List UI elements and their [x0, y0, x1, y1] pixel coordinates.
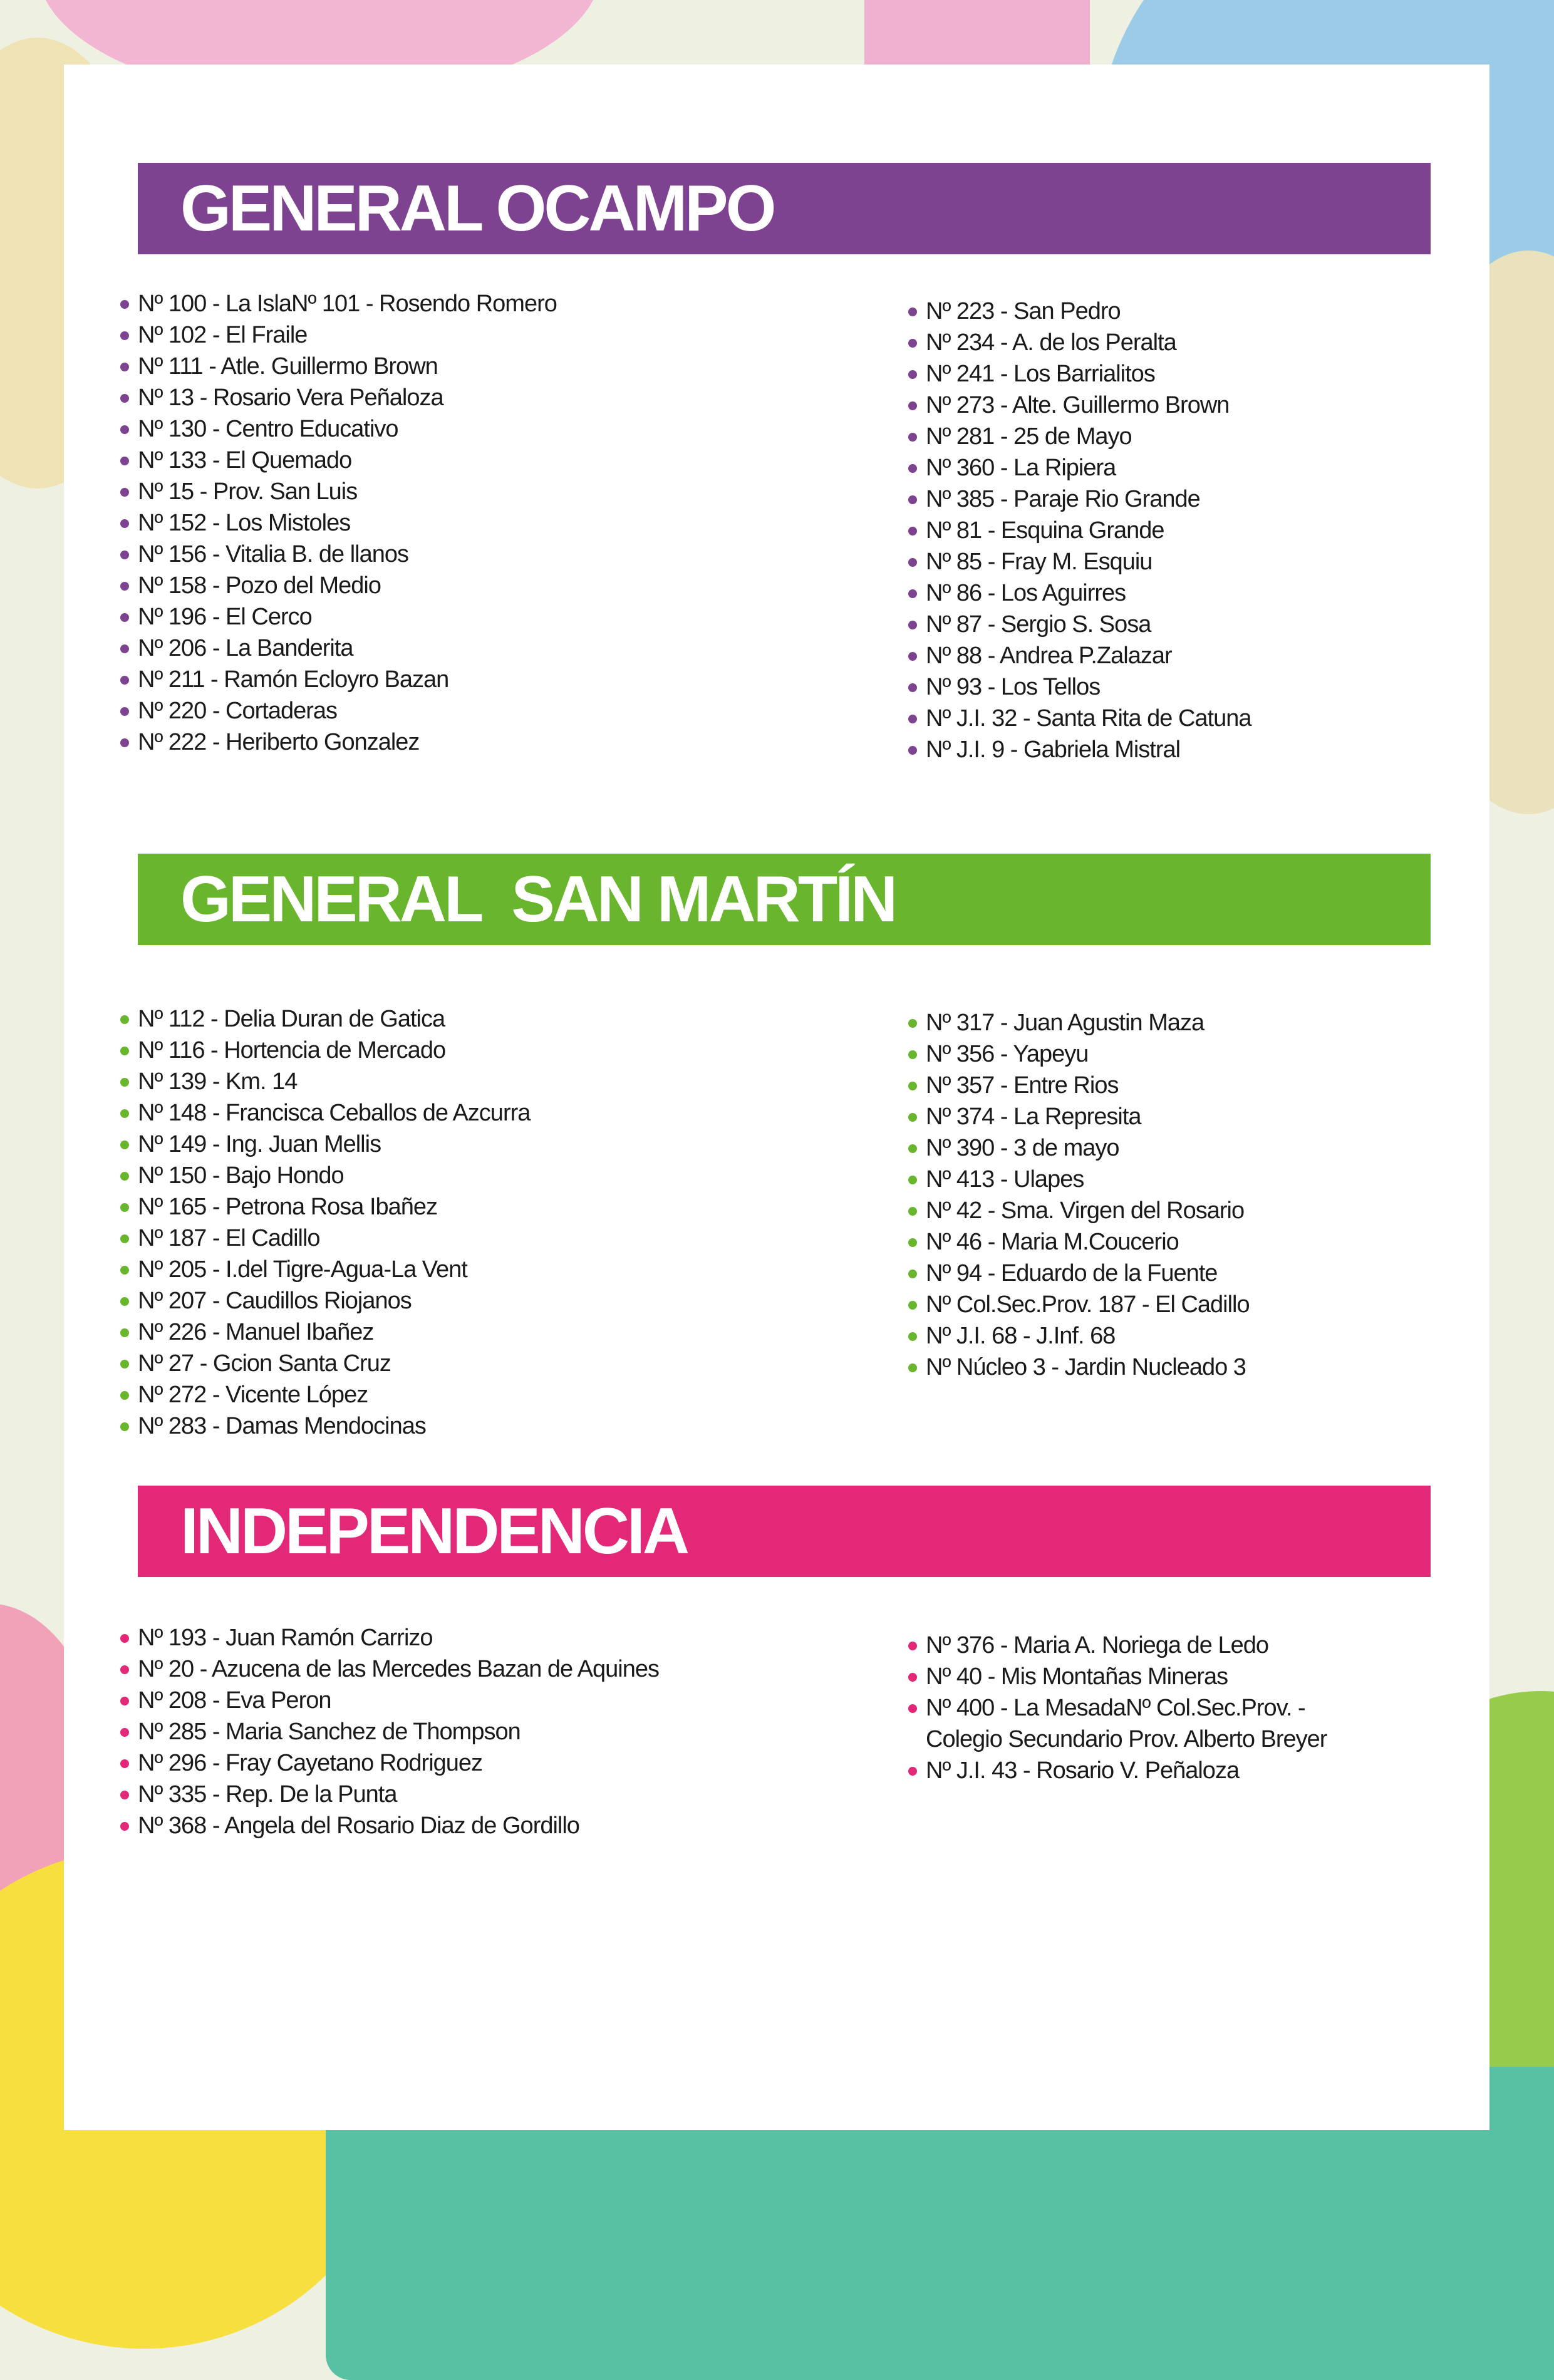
- bullet-icon: [908, 433, 917, 442]
- school-name: Nº J.I. 9 - Gabriela Mistral: [926, 737, 1181, 763]
- school-name: Nº 40 - Mis Montañas Mineras: [926, 1663, 1228, 1690]
- school-name: Nº 283 - Damas Mendocinas: [138, 1413, 426, 1439]
- school-name: Nº 335 - Rep. De la Punta: [138, 1781, 397, 1808]
- bullet-icon: [908, 339, 917, 348]
- school-name: Nº 234 - A. de los Peralta: [926, 329, 1176, 356]
- school-name: Nº 100 - La IslaNº 101 - Rosendo Romero: [138, 291, 557, 317]
- school-name: Nº 241 - Los Barrialitos: [926, 361, 1155, 387]
- bullet-icon: [120, 1297, 129, 1306]
- school-name: Nº 226 - Manuel Ibañez: [138, 1319, 374, 1345]
- section-header-general-san-martin: [138, 854, 1431, 945]
- bullet-icon: [120, 1266, 129, 1275]
- school-name: Nº 196 - El Cerco: [138, 604, 312, 630]
- school-name: Nº 413 - Ulapes: [926, 1166, 1084, 1193]
- school-name: Nº 139 - Km. 14: [138, 1068, 298, 1095]
- list-item: [120, 1035, 530, 1066]
- school-list-independencia-left: [120, 1622, 659, 1841]
- list-item: [908, 546, 1251, 577]
- bullet-icon: [120, 707, 129, 716]
- list-item: [908, 421, 1251, 452]
- bullet-icon: [120, 1728, 129, 1737]
- bullet-icon: [908, 683, 917, 692]
- list-item: [120, 539, 557, 570]
- school-name: Nº J.I. 43 - Rosario V. Peñaloza: [926, 1757, 1240, 1784]
- list-item: [908, 640, 1251, 671]
- school-name: Nº 85 - Fray M. Esquiu: [926, 549, 1153, 575]
- bullet-icon: [908, 652, 917, 661]
- list-item: [908, 1195, 1250, 1226]
- bullet-icon: [908, 527, 917, 536]
- school-name: Nº 206 - La Banderita: [138, 635, 353, 661]
- school-name: Nº 385 - Paraje Rio Grande: [926, 486, 1200, 512]
- bullet-icon: [908, 589, 917, 598]
- list-item: [908, 484, 1251, 515]
- bullet-icon: [908, 1113, 917, 1122]
- school-name: Nº 165 - Petrona Rosa Ibañez: [138, 1194, 438, 1220]
- section-title: GENERAL SAN MARTÍN: [180, 862, 896, 936]
- bullet-icon: [908, 1082, 917, 1090]
- school-name: Nº 88 - Andrea P.Zalazar: [926, 643, 1172, 669]
- school-name: Nº 356 - Yapeyu: [926, 1041, 1089, 1067]
- school-name: Nº 296 - Fray Cayetano Rodriguez: [138, 1750, 483, 1776]
- bullet-icon: [120, 1360, 129, 1368]
- list-item: [120, 1129, 530, 1160]
- bullet-icon: [908, 1144, 917, 1153]
- school-name: Nº 390 - 3 de mayo: [926, 1135, 1119, 1161]
- list-item: [120, 1653, 659, 1685]
- school-name: Nº 400 - La MesadaNº Col.Sec.Prov. -: [926, 1695, 1305, 1721]
- school-name: Nº J.I. 32 - Santa Rita de Catuna: [926, 705, 1251, 732]
- school-name: Nº 20 - Azucena de las Mercedes Bazan de Aquines: [138, 1656, 659, 1682]
- section-title: INDEPENDENCIA: [180, 1494, 687, 1568]
- bullet-icon: [120, 1109, 129, 1118]
- bullet-icon: [120, 425, 129, 434]
- bullet-icon: [908, 558, 917, 567]
- bullet-icon: [908, 1673, 917, 1682]
- list-item: [908, 296, 1251, 327]
- school-list-general-san-martin-left: [120, 1003, 530, 1442]
- bullet-icon: [120, 1665, 129, 1674]
- bullet-icon: [120, 582, 129, 591]
- bullet-icon: [120, 644, 129, 653]
- school-name: Nº 360 - La Ripiera: [926, 455, 1116, 481]
- list-item: [120, 288, 557, 319]
- section-header-independencia: [138, 1486, 1431, 1577]
- school-name: Colegio Secundario Prov. Alberto Breyer: [926, 1726, 1327, 1752]
- list-item: [908, 452, 1251, 484]
- list-item: [120, 382, 557, 413]
- school-name: Nº Col.Sec.Prov. 187 - El Cadillo: [926, 1291, 1250, 1318]
- list-item: [120, 1003, 530, 1035]
- list-item: [908, 515, 1251, 546]
- bullet-icon: [908, 1019, 917, 1028]
- list-item: [120, 664, 557, 695]
- bullet-icon: [120, 676, 129, 685]
- bullet-icon: [908, 621, 917, 629]
- list-item: [908, 1289, 1250, 1320]
- bullet-icon: [908, 1363, 917, 1372]
- school-name: Nº 376 - Maria A. Noriega de Ledo: [926, 1632, 1268, 1658]
- list-item: [908, 358, 1251, 390]
- bullet-icon: [120, 1422, 129, 1431]
- bullet-icon: [120, 1328, 129, 1337]
- school-name: Nº 317 - Juan Agustin Maza: [926, 1010, 1204, 1036]
- bullet-icon: [120, 551, 129, 559]
- bullet-icon: [120, 1015, 129, 1024]
- school-name: Nº 205 - I.del Tigre-Agua-La Vent: [138, 1256, 467, 1283]
- school-name: Nº 93 - Los Tellos: [926, 674, 1101, 700]
- school-name: Nº 149 - Ing. Juan Mellis: [138, 1131, 381, 1157]
- school-name: Nº 281 - 25 de Mayo: [926, 423, 1132, 450]
- bullet-icon: [120, 1047, 129, 1055]
- school-name: Nº 130 - Centro Educativo: [138, 416, 398, 442]
- list-item: [120, 1685, 659, 1716]
- bullet-icon: [908, 495, 917, 504]
- list-item: [120, 1622, 659, 1653]
- list-item: [120, 1810, 659, 1841]
- bullet-icon: [908, 1767, 917, 1776]
- school-name: Nº 187 - El Cadillo: [138, 1225, 320, 1251]
- bullet-icon: [908, 308, 917, 316]
- list-item: [120, 1254, 530, 1285]
- bullet-icon: [908, 1270, 917, 1278]
- bullet-icon: [908, 1332, 917, 1341]
- list-item: [908, 327, 1251, 358]
- bullet-icon: [120, 363, 129, 371]
- school-list-general-san-martin-right: [908, 1007, 1250, 1383]
- list-item: [120, 1410, 530, 1442]
- bullet-icon: [908, 370, 917, 379]
- bullet-icon: [120, 331, 129, 340]
- bullet-icon: [120, 457, 129, 465]
- list-item: [120, 570, 557, 601]
- school-name: Nº 94 - Eduardo de la Fuente: [926, 1260, 1218, 1286]
- list-item: [908, 1630, 1327, 1661]
- school-name: Nº 357 - Entre Rios: [926, 1072, 1119, 1099]
- bullet-icon: [120, 1172, 129, 1181]
- school-name: Nº 148 - Francisca Ceballos de Azcurra: [138, 1100, 531, 1126]
- school-name: Nº 222 - Heriberto Gonzalez: [138, 729, 420, 755]
- list-item: [120, 601, 557, 633]
- list-item: [120, 1317, 530, 1348]
- list-item: [908, 1692, 1327, 1724]
- school-list-general-ocampo-left: [120, 288, 557, 758]
- list-item: [120, 633, 557, 664]
- bullet-icon: [120, 1697, 129, 1705]
- list-item: [908, 1755, 1327, 1786]
- school-name: Nº 87 - Sergio S. Sosa: [926, 611, 1151, 638]
- list-item: [908, 734, 1251, 765]
- bullet-icon: [908, 1176, 917, 1184]
- list-item: [120, 445, 557, 476]
- bullet-icon: [120, 488, 129, 497]
- school-name: Nº 211 - Ramón Ecloyro Bazan: [138, 666, 449, 693]
- list-item: [908, 703, 1251, 734]
- list-item: [120, 1285, 530, 1317]
- school-name: Nº 368 - Angela del Rosario Diaz de Gordillo: [138, 1813, 579, 1839]
- school-name: Nº 374 - La Represita: [926, 1104, 1141, 1130]
- school-name: Nº 193 - Juan Ramón Carrizo: [138, 1625, 433, 1651]
- section-header-general-ocampo: [138, 163, 1431, 254]
- list-item: [908, 1352, 1250, 1383]
- section-title: GENERAL OCAMPO: [180, 172, 774, 245]
- list-item: [120, 476, 557, 507]
- school-name: Nº Núcleo 3 - Jardin Nucleado 3: [926, 1354, 1246, 1380]
- bullet-icon: [120, 1822, 129, 1831]
- school-name: Nº 15 - Prov. San Luis: [138, 479, 358, 505]
- list-item: [120, 695, 557, 727]
- list-item: [120, 727, 557, 758]
- bullet-icon: [120, 1203, 129, 1212]
- school-name: Nº 223 - San Pedro: [926, 298, 1121, 324]
- bullet-icon: [908, 1207, 917, 1216]
- list-item: [908, 1070, 1250, 1101]
- bullet-icon: [120, 738, 129, 747]
- bullet-icon: [908, 746, 917, 755]
- list-item: [120, 319, 557, 351]
- school-name: Nº 273 - Alte. Guillermo Brown: [926, 392, 1230, 418]
- list-item: [908, 1007, 1250, 1038]
- bullet-icon: [120, 613, 129, 622]
- school-name: Nº J.I. 68 - J.Inf. 68: [926, 1323, 1116, 1349]
- list-item: [908, 1132, 1250, 1164]
- bullet-icon: [120, 394, 129, 403]
- bullet-icon: [120, 1634, 129, 1643]
- school-name: Nº 152 - Los Mistoles: [138, 510, 351, 536]
- bullet-icon: [120, 1078, 129, 1087]
- bullet-icon: [908, 401, 917, 410]
- list-item: [908, 390, 1251, 421]
- school-name: Nº 133 - El Quemado: [138, 447, 352, 473]
- bullet-icon: [120, 519, 129, 528]
- school-name: Nº 207 - Caudillos Riojanos: [138, 1288, 412, 1314]
- bullet-icon: [120, 1791, 129, 1799]
- school-name: Nº 112 - Delia Duran de Gatica: [138, 1006, 445, 1032]
- school-name: Nº 116 - Hortencia de Mercado: [138, 1037, 446, 1063]
- list-item: [120, 1097, 530, 1129]
- school-name: Nº 285 - Maria Sanchez de Thompson: [138, 1719, 521, 1745]
- list-item: [908, 577, 1251, 609]
- list-item: [908, 1320, 1250, 1352]
- list-item: [120, 1066, 530, 1097]
- bullet-icon: [908, 1050, 917, 1059]
- list-item: [908, 609, 1251, 640]
- list-item: [120, 1747, 659, 1779]
- list-item: [120, 1779, 659, 1810]
- school-name: Nº 158 - Pozo del Medio: [138, 572, 381, 599]
- list-item: [120, 507, 557, 539]
- list-item: [908, 1226, 1250, 1258]
- list-item: [908, 1258, 1250, 1289]
- bullet-icon: [120, 300, 129, 309]
- bullet-icon: [120, 1391, 129, 1400]
- school-name: Nº 208 - Eva Peron: [138, 1687, 331, 1714]
- bullet-icon: [908, 715, 917, 723]
- list-item: [908, 1164, 1250, 1195]
- school-name: Nº 111 - Atle. Guillermo Brown: [138, 353, 438, 380]
- school-name: Nº 13 - Rosario Vera Peñaloza: [138, 385, 443, 411]
- bullet-icon: [120, 1234, 129, 1243]
- school-name: Nº 220 - Cortaderas: [138, 698, 338, 724]
- school-name: Nº 81 - Esquina Grande: [926, 517, 1164, 544]
- list-item: [120, 1223, 530, 1254]
- bullet-icon: [908, 464, 917, 473]
- school-name: Nº 156 - Vitalia B. de llanos: [138, 541, 408, 567]
- bullet-icon: [908, 1238, 917, 1247]
- list-item: [908, 671, 1251, 703]
- bullet-icon: [120, 1759, 129, 1768]
- list-item: [120, 1716, 659, 1747]
- school-name: Nº 150 - Bajo Hondo: [138, 1162, 344, 1189]
- list-item: [908, 1661, 1327, 1692]
- bullet-icon: [908, 1704, 917, 1713]
- list-item: [120, 1348, 530, 1379]
- school-list-general-ocampo-right: [908, 296, 1251, 765]
- school-name: Nº 46 - Maria M.Coucerio: [926, 1229, 1179, 1255]
- list-item: [908, 1038, 1250, 1070]
- list-item: [120, 351, 557, 382]
- school-list-independencia-right: [908, 1630, 1327, 1786]
- school-name: Nº 86 - Los Aguirres: [926, 580, 1126, 606]
- school-name: Nº 27 - Gcion Santa Cruz: [138, 1350, 391, 1377]
- list-item: [120, 1191, 530, 1223]
- school-name: Nº 102 - El Fraile: [138, 322, 308, 348]
- school-name: Nº 42 - Sma. Virgen del Rosario: [926, 1198, 1245, 1224]
- bullet-icon: [908, 1642, 917, 1650]
- list-item: [908, 1101, 1250, 1132]
- bullet-icon: [908, 1301, 917, 1310]
- list-item: [120, 413, 557, 445]
- list-item: [908, 1724, 1327, 1755]
- list-item: [120, 1379, 530, 1410]
- list-item: [120, 1160, 530, 1191]
- bullet-icon: [120, 1141, 129, 1149]
- school-name: Nº 272 - Vicente López: [138, 1382, 368, 1408]
